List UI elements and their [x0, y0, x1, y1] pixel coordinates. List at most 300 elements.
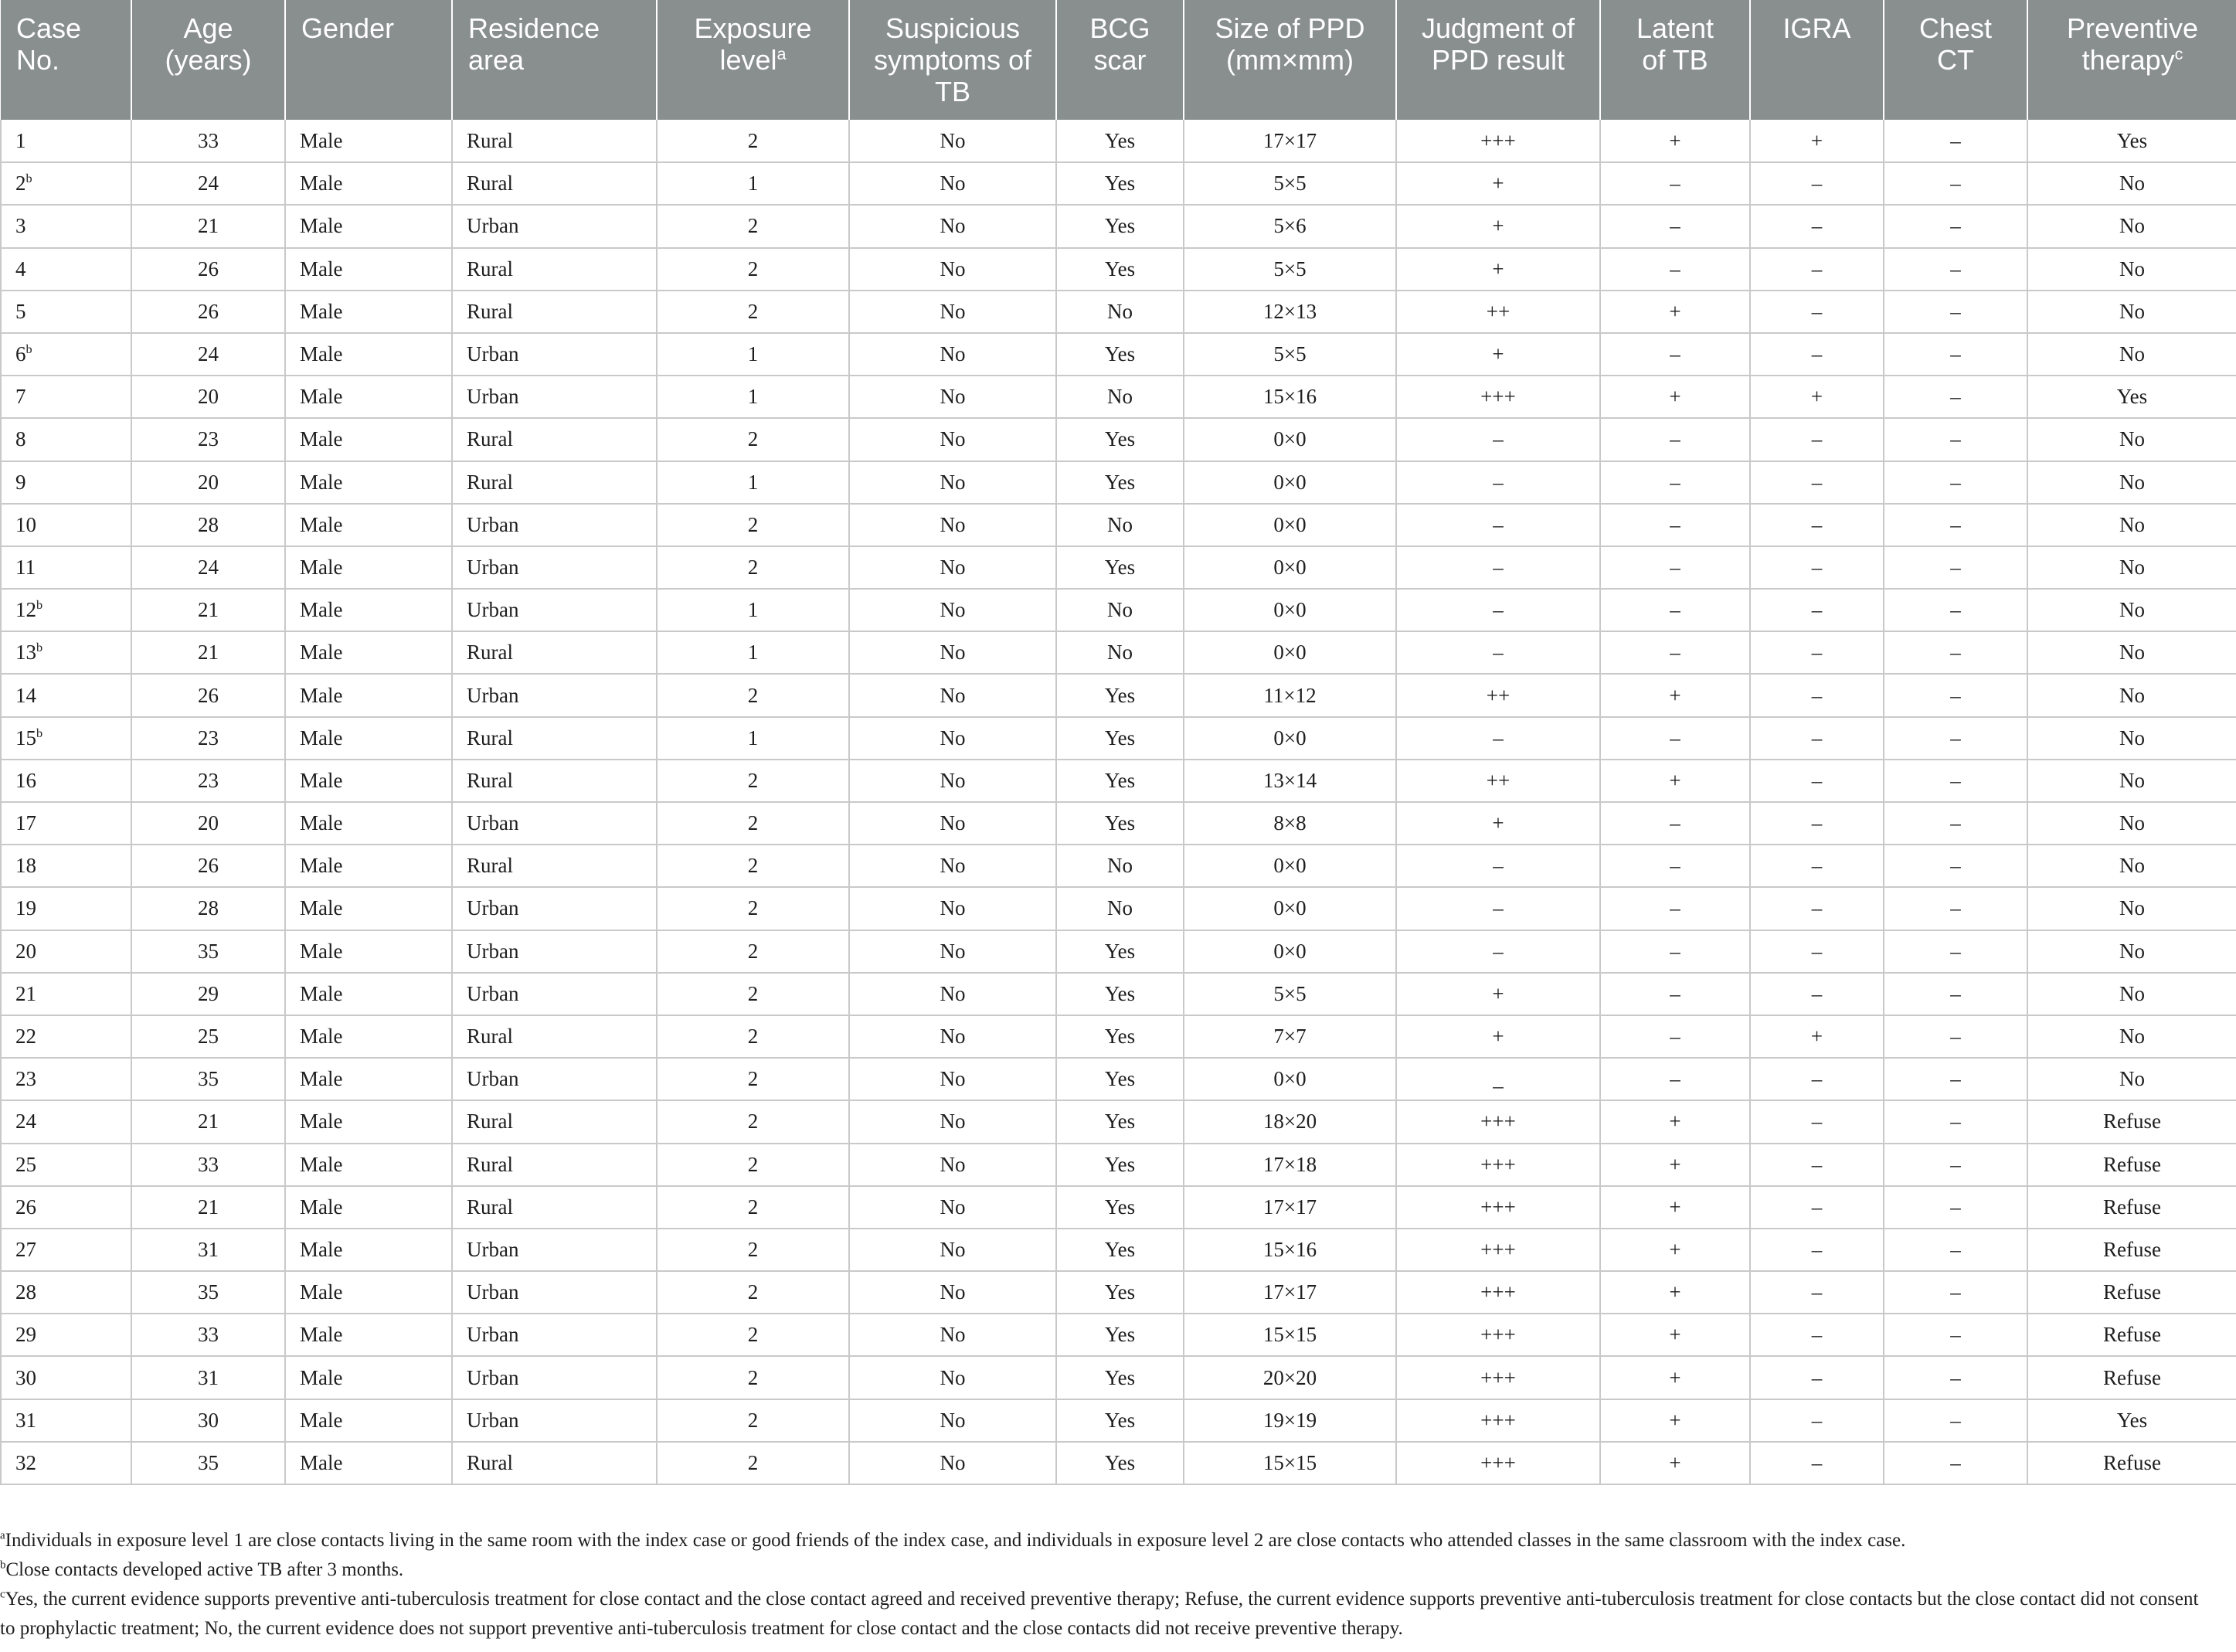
bcg-scar-value: No — [1107, 641, 1133, 665]
ppd-size-cell — [1184, 1186, 1396, 1229]
symptoms-value: No — [940, 896, 966, 920]
age-value: 28 — [198, 512, 219, 536]
chest-ct-cell — [1884, 461, 2027, 504]
ppd-size-cell — [1184, 205, 1396, 247]
bcg-scar-cell — [1056, 1144, 1184, 1186]
table-row — [1, 333, 2236, 376]
gender-cell — [285, 1314, 452, 1356]
igra-value: – — [1811, 172, 1823, 195]
preventive-therapy-cell — [2027, 1399, 2236, 1442]
ppd-judgment-cell — [1396, 291, 1600, 333]
igra-cell — [1750, 674, 1884, 716]
bcg-scar-value: Yes — [1104, 981, 1136, 1005]
chest-ct-value: – — [1950, 172, 1961, 195]
igra-value: – — [1811, 1408, 1823, 1432]
latent-tb-value: + — [1669, 299, 1681, 323]
ppd-size-value: 18×20 — [1262, 1110, 1317, 1134]
table-row — [1, 1229, 2236, 1271]
footnote-marker: a — [776, 44, 787, 63]
bcg-scar-cell — [1056, 418, 1184, 461]
case-number-cell — [1, 930, 131, 973]
symptoms-cell — [849, 1442, 1056, 1484]
gender-value: Male — [300, 1152, 343, 1176]
symptoms-cell — [849, 248, 1056, 291]
igra-value: – — [1811, 896, 1823, 920]
gender-cell — [285, 1100, 452, 1143]
igra-value: – — [1811, 1110, 1823, 1134]
symptoms-value: No — [940, 1237, 966, 1261]
chest-ct-cell — [1884, 504, 2027, 546]
residence-value: Rural — [467, 427, 513, 451]
exposure-level-cell — [657, 120, 849, 162]
case-number-cell — [1, 333, 131, 376]
case-number-value: 8 — [15, 427, 26, 451]
igra-value: – — [1811, 1365, 1823, 1389]
igra-value: – — [1811, 683, 1823, 707]
preventive-therapy-cell — [2027, 930, 2236, 973]
ppd-judgment-cell — [1396, 461, 1600, 504]
chest-ct-value: – — [1950, 214, 1961, 238]
igra-cell — [1750, 1442, 1884, 1484]
ppd-judgment-value: – — [1493, 726, 1504, 750]
age-value: 20 — [198, 470, 219, 494]
preventive-therapy-cell — [2027, 205, 2236, 247]
ppd-size-cell — [1184, 674, 1396, 716]
symptoms-cell — [849, 674, 1056, 716]
exposure-level-value: 2 — [747, 1408, 759, 1432]
preventive-therapy-cell — [2027, 717, 2236, 760]
case-number-value: 24 — [15, 1110, 36, 1134]
chest-ct-value: – — [1950, 128, 1961, 152]
ppd-judgment-value: +++ — [1480, 1450, 1516, 1474]
ppd-size-value: 5×6 — [1273, 214, 1307, 238]
bcg-scar-cell — [1056, 120, 1184, 162]
footnote — [0, 1555, 2217, 1585]
residence-cell — [452, 1442, 657, 1484]
latent-tb-value: – — [1670, 641, 1680, 665]
preventive-therapy-cell — [2027, 631, 2236, 674]
bcg-scar-cell — [1056, 1314, 1184, 1356]
symptoms-value: No — [940, 385, 966, 409]
igra-cell — [1750, 461, 1884, 504]
gender-value: Male — [300, 1110, 343, 1134]
ppd-size-value: 8×8 — [1273, 811, 1307, 835]
symptoms-value: No — [940, 1195, 966, 1219]
footnote — [0, 1526, 2217, 1555]
ppd-size-value: 20×20 — [1262, 1365, 1317, 1389]
age-value: 21 — [198, 1195, 219, 1219]
symptoms-value: No — [940, 1025, 966, 1049]
symptoms-cell — [849, 1271, 1056, 1314]
symptoms-value: No — [940, 981, 966, 1005]
age-value: 21 — [198, 641, 219, 665]
ppd-size-cell — [1184, 546, 1396, 589]
case-number-cell — [1, 248, 131, 291]
ppd-size-value: 19×19 — [1262, 1408, 1317, 1432]
residence-value: Urban — [467, 981, 519, 1005]
chest-ct-cell — [1884, 1144, 2027, 1186]
preventive-therapy-cell — [2027, 1314, 2236, 1356]
ppd-size-value: 0×0 — [1273, 1067, 1307, 1091]
case-number-value: 29 — [15, 1323, 36, 1347]
symptoms-value: No — [940, 555, 966, 579]
age-cell — [131, 1100, 285, 1143]
exposure-level-cell — [657, 1442, 849, 1484]
case-number-cell — [1, 504, 131, 546]
case-number-value: 18 — [15, 854, 36, 878]
gender-value: Male — [300, 1280, 343, 1304]
bcg-scar-cell — [1056, 1100, 1184, 1143]
ppd-judgment-value: ++ — [1486, 768, 1510, 792]
chest-ct-value: – — [1950, 896, 1961, 920]
bcg-scar-value: Yes — [1104, 128, 1136, 152]
preventive-therapy-value: No — [2119, 214, 2145, 238]
ppd-size-value: 5×5 — [1273, 342, 1307, 366]
latent-tb-value: + — [1669, 385, 1681, 409]
residence-cell — [452, 717, 657, 760]
igra-cell — [1750, 291, 1884, 333]
exposure-level-cell — [657, 973, 849, 1015]
exposure-level-value: 2 — [747, 555, 759, 579]
igra-value: – — [1811, 981, 1823, 1005]
column-header — [1, 0, 131, 120]
ppd-size-value: 17×17 — [1262, 1195, 1317, 1219]
latent-tb-cell — [1600, 418, 1750, 461]
residence-cell — [452, 1015, 657, 1058]
chest-ct-cell — [1884, 1100, 2027, 1143]
column-header-label: Latent of TB — [1636, 12, 1714, 76]
case-number-value: 32 — [15, 1450, 36, 1474]
gender-cell — [285, 973, 452, 1015]
exposure-level-cell — [657, 461, 849, 504]
ppd-judgment-cell — [1396, 930, 1600, 973]
preventive-therapy-value: No — [2119, 427, 2145, 451]
residence-value: Urban — [467, 896, 519, 920]
ppd-size-cell — [1184, 930, 1396, 973]
ppd-judgment-cell — [1396, 1015, 1600, 1058]
latent-tb-cell — [1600, 333, 1750, 376]
gender-cell — [285, 1144, 452, 1186]
footnote-text: Individuals in exposure level 1 are close contacts living in the same room with the index case or good friends of the index case, and individuals in exposure level 2 are close contacts who attended classes in the same classroom with the index case. — [5, 1530, 1906, 1551]
chest-ct-value: – — [1950, 512, 1961, 536]
residence-cell — [452, 1229, 657, 1271]
symptoms-cell — [849, 418, 1056, 461]
chest-ct-value: – — [1950, 342, 1961, 366]
case-number-cell — [1, 1399, 131, 1442]
igra-value: + — [1810, 385, 1823, 409]
igra-cell — [1750, 120, 1884, 162]
latent-tb-value: – — [1670, 811, 1680, 835]
ppd-size-cell — [1184, 1100, 1396, 1143]
exposure-level-value: 1 — [747, 598, 759, 622]
exposure-level-value: 2 — [747, 1195, 759, 1219]
latent-tb-cell — [1600, 930, 1750, 973]
chest-ct-value: – — [1950, 470, 1961, 494]
exposure-level-value: 2 — [747, 1450, 759, 1474]
gender-value: Male — [300, 512, 343, 536]
age-cell — [131, 845, 285, 887]
table-row — [1, 504, 2236, 546]
age-value: 26 — [198, 683, 219, 707]
age-value: 23 — [198, 427, 219, 451]
latent-tb-value: – — [1670, 726, 1680, 750]
symptoms-cell — [849, 504, 1056, 546]
igra-value: – — [1811, 641, 1823, 665]
ppd-size-value: 17×17 — [1262, 128, 1317, 152]
symptoms-cell — [849, 887, 1056, 930]
latent-tb-cell — [1600, 887, 1750, 930]
bcg-scar-cell — [1056, 1058, 1184, 1100]
exposure-level-value: 1 — [747, 470, 759, 494]
bcg-scar-cell — [1056, 717, 1184, 760]
case-number-value: 20 — [15, 939, 36, 963]
column-header-label: Case No. — [16, 12, 82, 76]
igra-cell — [1750, 760, 1884, 802]
age-value: 30 — [198, 1408, 219, 1432]
ppd-size-value: 0×0 — [1273, 641, 1307, 665]
gender-cell — [285, 760, 452, 802]
preventive-therapy-cell — [2027, 248, 2236, 291]
ppd-size-cell — [1184, 1229, 1396, 1271]
ppd-size-cell — [1184, 333, 1396, 376]
ppd-size-value: 0×0 — [1273, 470, 1307, 494]
exposure-level-cell — [657, 1144, 849, 1186]
bcg-scar-value: Yes — [1104, 470, 1136, 494]
exposure-level-value: 2 — [747, 896, 759, 920]
symptoms-cell — [849, 760, 1056, 802]
table-row — [1, 1356, 2236, 1399]
bcg-scar-value: Yes — [1104, 1110, 1136, 1134]
case-number-value: 2 — [15, 172, 26, 195]
ppd-size-cell — [1184, 1442, 1396, 1484]
symptoms-cell — [849, 1399, 1056, 1442]
table-row — [1, 674, 2236, 716]
symptoms-value: No — [940, 939, 966, 963]
case-number-value: 27 — [15, 1237, 36, 1261]
chest-ct-value: – — [1950, 1110, 1961, 1134]
chest-ct-value: – — [1950, 981, 1961, 1005]
bcg-scar-cell — [1056, 930, 1184, 973]
symptoms-value: No — [940, 1450, 966, 1474]
chest-ct-value: – — [1950, 299, 1961, 323]
gender-cell — [285, 589, 452, 631]
latent-tb-value: – — [1670, 257, 1680, 280]
residence-value: Rural — [467, 1195, 513, 1219]
bcg-scar-value: Yes — [1104, 726, 1136, 750]
residence-value: Rural — [467, 470, 513, 494]
igra-value: – — [1811, 214, 1823, 238]
preventive-therapy-cell — [2027, 760, 2236, 802]
case-number-value: 12 — [15, 598, 36, 622]
table-row — [1, 1271, 2236, 1314]
symptoms-value: No — [940, 512, 966, 536]
residence-value: Urban — [467, 385, 519, 409]
preventive-therapy-value: No — [2119, 1067, 2145, 1091]
latent-tb-value: – — [1670, 214, 1680, 238]
exposure-level-cell — [657, 1356, 849, 1399]
residence-cell — [452, 887, 657, 930]
table-row — [1, 461, 2236, 504]
chest-ct-cell — [1884, 333, 2027, 376]
case-number-cell — [1, 887, 131, 930]
preventive-therapy-cell — [2027, 1058, 2236, 1100]
residence-value: Rural — [467, 128, 513, 152]
symptoms-value: No — [940, 172, 966, 195]
gender-cell — [285, 1229, 452, 1271]
exposure-level-cell — [657, 1229, 849, 1271]
footnote-mark: c — [0, 1588, 5, 1601]
residence-cell — [452, 674, 657, 716]
exposure-level-value: 2 — [747, 811, 759, 835]
case-number-value: 15 — [15, 726, 36, 750]
bcg-scar-value: No — [1107, 598, 1133, 622]
bcg-scar-value: Yes — [1104, 683, 1136, 707]
preventive-therapy-value: No — [2119, 342, 2145, 366]
chest-ct-cell — [1884, 1015, 2027, 1058]
gender-cell — [285, 631, 452, 674]
preventive-therapy-cell — [2027, 1356, 2236, 1399]
latent-tb-value: – — [1670, 342, 1680, 366]
symptoms-cell — [849, 162, 1056, 205]
age-cell — [131, 1314, 285, 1356]
age-cell — [131, 120, 285, 162]
symptoms-cell — [849, 1186, 1056, 1229]
symptoms-value: No — [940, 342, 966, 366]
case-number-value: 13 — [15, 641, 36, 665]
chest-ct-value: – — [1950, 1237, 1961, 1261]
residence-value: Urban — [467, 598, 519, 622]
ppd-size-value: 5×5 — [1273, 981, 1307, 1005]
latent-tb-cell — [1600, 845, 1750, 887]
symptoms-cell — [849, 973, 1056, 1015]
preventive-therapy-value: No — [2119, 896, 2145, 920]
exposure-level-value: 1 — [747, 726, 759, 750]
chest-ct-value: – — [1950, 1152, 1961, 1176]
bcg-scar-cell — [1056, 1186, 1184, 1229]
exposure-level-value: 2 — [747, 939, 759, 963]
age-value: 29 — [198, 981, 219, 1005]
ppd-size-value: 0×0 — [1273, 427, 1307, 451]
residence-value: Rural — [467, 854, 513, 878]
chest-ct-cell — [1884, 120, 2027, 162]
exposure-level-value: 2 — [747, 512, 759, 536]
symptoms-cell — [849, 802, 1056, 845]
igra-cell — [1750, 248, 1884, 291]
footnote-mark: a — [0, 1529, 5, 1542]
table-row — [1, 973, 2236, 1015]
age-cell — [131, 504, 285, 546]
footnote-marker: c — [2174, 44, 2183, 63]
age-value: 21 — [198, 214, 219, 238]
table-row — [1, 802, 2236, 845]
case-number-cell — [1, 205, 131, 247]
ppd-size-cell — [1184, 291, 1396, 333]
exposure-level-value: 2 — [747, 1110, 759, 1134]
gender-value: Male — [300, 1067, 343, 1091]
ppd-size-value: 15×15 — [1262, 1450, 1317, 1474]
table-row — [1, 930, 2236, 973]
ppd-size-cell — [1184, 1356, 1396, 1399]
ppd-size-cell — [1184, 248, 1396, 291]
preventive-therapy-cell — [2027, 376, 2236, 418]
column-header — [131, 0, 285, 120]
age-value: 31 — [198, 1365, 219, 1389]
case-number-cell — [1, 674, 131, 716]
preventive-therapy-value: No — [2119, 512, 2145, 536]
ppd-judgment-cell — [1396, 162, 1600, 205]
symptoms-cell — [849, 930, 1056, 973]
column-header — [1750, 0, 1884, 120]
gender-value: Male — [300, 683, 343, 707]
bcg-scar-cell — [1056, 248, 1184, 291]
chest-ct-cell — [1884, 1186, 2027, 1229]
table-row — [1, 589, 2236, 631]
age-value: 24 — [198, 555, 219, 579]
bcg-scar-value: Yes — [1104, 342, 1136, 366]
igra-value: – — [1811, 854, 1823, 878]
exposure-level-value: 2 — [747, 427, 759, 451]
ppd-size-value: 0×0 — [1273, 939, 1307, 963]
ppd-size-value: 17×18 — [1262, 1152, 1317, 1176]
case-number-value: 25 — [15, 1152, 36, 1176]
gender-value: Male — [300, 1237, 343, 1261]
ppd-judgment-value: _ — [1493, 1067, 1504, 1091]
symptoms-value: No — [940, 811, 966, 835]
exposure-level-value: 2 — [747, 768, 759, 792]
igra-value: – — [1811, 512, 1823, 536]
residence-cell — [452, 546, 657, 589]
chest-ct-value: – — [1950, 1025, 1961, 1049]
age-cell — [131, 717, 285, 760]
igra-value: – — [1811, 1195, 1823, 1219]
chest-ct-cell — [1884, 1271, 2027, 1314]
gender-cell — [285, 1356, 452, 1399]
case-number-cell — [1, 162, 131, 205]
gender-value: Male — [300, 128, 343, 152]
igra-value: – — [1811, 598, 1823, 622]
column-header-label: Gender — [301, 12, 395, 44]
latent-tb-value: + — [1669, 683, 1681, 707]
column-header-label: Suspicious symptoms of TB — [873, 12, 1032, 107]
ppd-judgment-cell — [1396, 1399, 1600, 1442]
exposure-level-cell — [657, 546, 849, 589]
age-value: 35 — [198, 1067, 219, 1091]
age-cell — [131, 333, 285, 376]
exposure-level-cell — [657, 845, 849, 887]
footnotes — [0, 1526, 2217, 1644]
bcg-scar-cell — [1056, 291, 1184, 333]
exposure-level-value: 1 — [747, 172, 759, 195]
bcg-scar-value: Yes — [1104, 1365, 1136, 1389]
bcg-scar-value: Yes — [1104, 257, 1136, 280]
chest-ct-value: – — [1950, 1195, 1961, 1219]
preventive-therapy-value: No — [2119, 555, 2145, 579]
ppd-judgment-value: + — [1492, 1025, 1504, 1049]
ppd-judgment-value: + — [1492, 981, 1504, 1005]
chest-ct-value: – — [1950, 1408, 1961, 1432]
chest-ct-cell — [1884, 760, 2027, 802]
chest-ct-cell — [1884, 930, 2027, 973]
latent-tb-cell — [1600, 1271, 1750, 1314]
chest-ct-cell — [1884, 589, 2027, 631]
ppd-judgment-value: + — [1492, 811, 1504, 835]
gender-cell — [285, 887, 452, 930]
bcg-scar-value: Yes — [1104, 1152, 1136, 1176]
table-header — [1, 0, 2236, 120]
chest-ct-cell — [1884, 1399, 2027, 1442]
residence-value: Rural — [467, 257, 513, 280]
symptoms-value: No — [940, 1323, 966, 1347]
